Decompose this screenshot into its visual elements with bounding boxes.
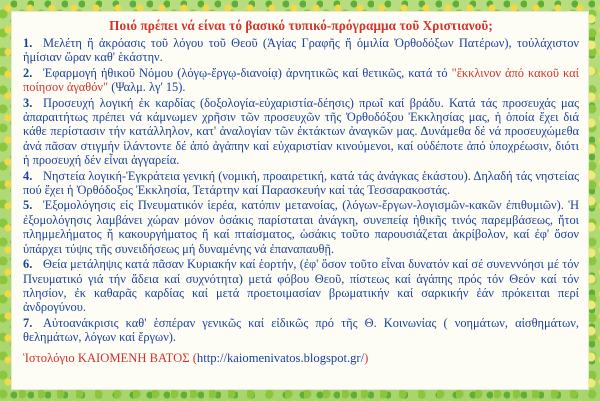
list-item xyxy=(23,66,579,95)
list-item xyxy=(23,169,579,198)
list-item-text: Αὐτοανάκρισις καθ' ἑσπέραν γενικῶς καί εἰδικῶς πρό τῆς Θ. Κοινωνίας ( νοημάτων, αἰσθημάτων, θελημάτων, λόγων καί ἔργων). xyxy=(23,315,579,345)
list-item-number: 3. xyxy=(23,95,33,110)
list-item xyxy=(23,96,579,168)
list-item-text: Θεία μετάληψις κατά πᾶσαν Κυριακήν καί ἑορτήν, (ἐφ' ὅσον τοῦτο εἶναι δυνατόν καί σέ συνεννόησι μέ τόν Πνευματικό γιά τήν ἄδεια καί συχνότητα) μετά φόβου Θεοῦ, πίστεως καί ἀγάπης πρός τόν Θεόν καί τόν πλησίον, ἐκ καθαρᾶς καρδίας καί μετά προετοιμασίαν βρωματικήν καί σαρκικήν ἐάν πρόκειται περί ἀνδρογύνου. xyxy=(23,257,579,315)
list-item-number: 2. xyxy=(23,65,33,80)
list-item-number: 4. xyxy=(23,168,33,183)
list-item-text: Ἐφαρμογή ἠθικοῦ Νόμου (λόγῳ-ἔργῳ-διανοίᾳ) ἀρνητικῶς καί θετικῶς, κατά τό xyxy=(43,65,452,80)
document-content xyxy=(13,13,587,388)
page-title: Ποιό πρέπει νά είναι τό βασικό τυπικό-πρόγραμμα τοῦ Χριστιανοῦ; xyxy=(109,18,493,33)
quoted-scripture: "ἔκκλινον ἀπό κακοῦ καί ποίησον ἀγαθόν" xyxy=(23,65,579,95)
footer-suffix: ) xyxy=(364,350,369,365)
list-item-number: 6. xyxy=(23,257,33,272)
footer-prefix: Ἱστολόγιο ΚΑΙΟΜΕΝΗ ΒΑΤΟΣ ( xyxy=(23,350,197,365)
list-item xyxy=(23,198,579,256)
list-item-number: 1. xyxy=(23,36,33,50)
list-item-text: Νηστεία λογική-Ἐγκράτεια γενική (νομική, προαιρετική, κατά τάς ἀνάγκας ἑκάστου). Δηλαδή τάς νηστείας πού ἔχει ἡ Ὀρθόδοξος Ἐκκλησία, Τετάρτην καί Παρασκευήν καί τάς Τεσσαρακοστάς. xyxy=(23,168,579,198)
source-footer xyxy=(23,351,579,366)
list-item-text-cont: (Ψαλμ. λγ' 15). xyxy=(108,80,186,95)
list-item-text: Προσευχή λογική ἐκ καρδίας (δοξολογία-εὐχαριστία-δέησις) πρωΐ καί βράδυ. Κατά τάς προσευχάς μας ἀπαραιτήτως πρέπει νά κάμνωμεν χρῆσιν τῶν προσευχῶν τῆς Ὀρθοδόξου Ἐκκλησίας μας, ἡ ὁποία ἔχει διά κάθε περίστασιν τήν κατάλληλον, κατ' ἀναλογίαν τῶν ἐκτάκτων ἀναγκῶν μας. Δυνάμεθα δέ νά προσευχώμεθα ἀνά πᾶσαν στιγμήν ἱλάντοντε δέ ἀπό ἀγάπην καί εὐχαριστίαν κινούμενοι, καί οὐδέποτε ἀπό ὑποχρέωσιν, διότι ἡ προσευχή δέν εἶναι ἀγγαρεία. xyxy=(23,95,579,168)
list-item xyxy=(23,316,579,345)
blog-link[interactable]: http://kaiomenivatos.blogspot.gr/ xyxy=(196,350,365,365)
list-item-number: 5. xyxy=(23,198,33,213)
list-item-number: 7. xyxy=(23,315,33,330)
list-item xyxy=(23,36,579,65)
list-item xyxy=(23,257,579,315)
list-item-text: Μελέτη ἤ ἀκρόασις τοῦ λόγου τοῦ Θεοῦ (Ἁγίας Γραφῆς ἤ ὁμιλία Ὀρθοδόξων Πατέρων), τοὐλάχιστον ἡμίσιαν ὥραν καθ' ἑκάστην. xyxy=(23,36,579,65)
list-item-text: Ἐξομολόγησις εἰς Πνευματικόν ἱερέα, κατόπιν μετανοίας, (λόγων-ἔργων-λογισμῶν-κακῶν ἐπιθυμιῶν). Ἡ ἐξομολόγησις λαμβάνει χώραν μόνον ὁσάκις παρίσταται ἀνάγκη, συνεπείᾳ ἠθικῆς τινός παρεμβάσεως, ἤτοι πλημμελήματος ἤ κακουργήματος ἤ καί πταίσματος, ὡσάκις τοῦτο παρουσιάζεται ἀκρίβολον, καί ἐφ' ὅσον ὑπάρχει τύψις τῆς συνειδήσεως μή δυναμένης νά ἐπαναπαυθῇ. xyxy=(23,198,579,256)
